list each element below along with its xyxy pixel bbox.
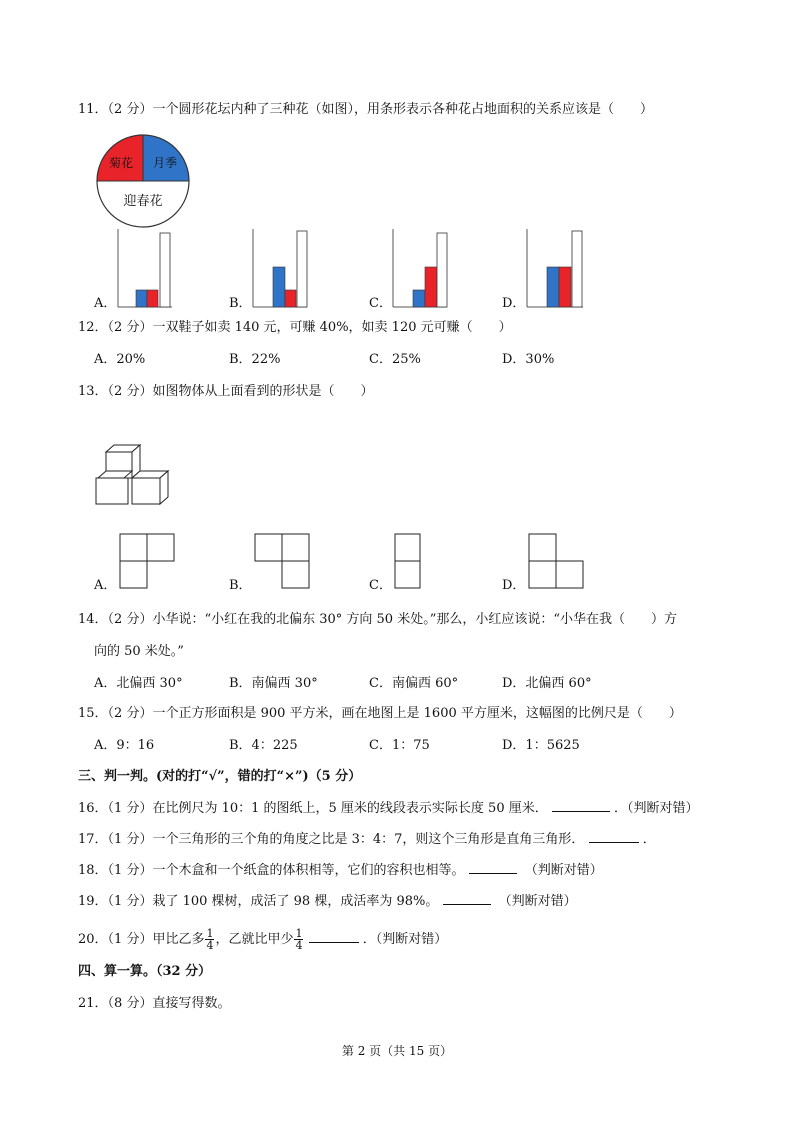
bar-red bbox=[147, 290, 158, 307]
q20-fraction-1: $\frac{1}{4}$ bbox=[206, 927, 214, 952]
q19-text: 19．（1 分）栽了 100 棵树，成活了 98 棵，成活率为 98%。 bbox=[78, 894, 439, 909]
q18-answer-blank[interactable] bbox=[469, 861, 517, 874]
bar-blue bbox=[413, 290, 425, 307]
q14-option-b[interactable]: B．南偏西 30° bbox=[229, 676, 318, 691]
q18-text: 18．（1 分）一个木盒和一个纸盒的体积相等，它们的容积也相等。 bbox=[78, 863, 465, 878]
q13-option-a-label[interactable]: A． bbox=[94, 578, 117, 593]
q14-stem-line2: 向的 50 米处。” bbox=[94, 644, 184, 659]
q15-option-b[interactable]: B．4：225 bbox=[229, 738, 298, 753]
q12-option-d[interactable]: D．30% bbox=[502, 352, 555, 367]
section-4-heading: 四、算一算。（32 分） bbox=[78, 964, 212, 979]
q16 bbox=[78, 799, 699, 818]
q14-option-c[interactable]: C．南偏西 60° bbox=[369, 676, 459, 691]
q15-option-d[interactable]: D．1：5625 bbox=[502, 738, 580, 753]
bar-white bbox=[572, 231, 582, 307]
pie-label-yueji: 月季 bbox=[152, 156, 178, 170]
q14-stem-line1: 14．（2 分）小华说：“小红在我的北偏东 30° 方向 50 米处。”那么，小红应该说：“小华在我（ ）方 bbox=[78, 612, 677, 627]
bar-white bbox=[437, 233, 447, 307]
q11-option-c-label[interactable]: C． bbox=[369, 296, 392, 311]
q15-option-c[interactable]: C．1：75 bbox=[369, 738, 430, 753]
q20-text-mid: ，乙就比甲少 bbox=[215, 932, 294, 947]
q21-stem: 21．（8 分）直接写得数。 bbox=[78, 996, 231, 1011]
bar-red bbox=[559, 267, 571, 307]
q12-option-c[interactable]: C．25% bbox=[369, 352, 421, 367]
pie-label-juhua: 菊花 bbox=[108, 156, 134, 170]
q16-text: 16．（1 分）在比例尺为 10：1 的图纸上，5 厘米的线段表示实际长度 50 厘米． bbox=[78, 801, 548, 816]
q14-option-a[interactable]: A．北偏西 30° bbox=[94, 676, 183, 691]
q13-option-d-shape[interactable] bbox=[528, 533, 588, 593]
q19-answer-blank[interactable] bbox=[443, 892, 491, 905]
q15-option-a[interactable]: A．9：16 bbox=[94, 738, 155, 753]
q16-suffix: ．（判断对错） bbox=[614, 801, 699, 816]
q17 bbox=[78, 830, 656, 849]
q20-answer-blank[interactable] bbox=[309, 930, 359, 943]
q13-option-c-shape[interactable] bbox=[394, 533, 434, 593]
bar-blue bbox=[136, 290, 147, 307]
q13-option-b-shape[interactable] bbox=[254, 533, 314, 593]
q16-answer-blank[interactable] bbox=[552, 799, 610, 812]
q11-option-d-chart[interactable] bbox=[525, 229, 585, 309]
q13-stem: 13．（2 分）如图物体从上面看到的形状是（ ） bbox=[78, 384, 374, 399]
q11-option-b-label[interactable]: B． bbox=[229, 296, 252, 311]
q11-option-a-label[interactable]: A． bbox=[94, 296, 117, 311]
bar-blue bbox=[547, 267, 559, 307]
q19 bbox=[78, 892, 577, 911]
q11-option-c-chart[interactable] bbox=[391, 229, 451, 309]
q12-stem: 12．（2 分）一双鞋子如卖 140 元，可赚 40%，如卖 120 元可赚（ ） bbox=[78, 320, 512, 335]
q18 bbox=[78, 861, 603, 880]
q13-option-a-shape[interactable] bbox=[119, 533, 179, 593]
bar-red bbox=[425, 267, 437, 307]
pie-label-yingchunhua: 迎春花 bbox=[123, 194, 163, 209]
q20 bbox=[78, 926, 447, 954]
q17-suffix: ． bbox=[642, 832, 656, 847]
q11-option-d-label[interactable]: D． bbox=[502, 296, 526, 311]
q20-text: 20．（1 分）甲比乙多 bbox=[78, 932, 205, 947]
bar-red bbox=[285, 290, 296, 307]
q19-suffix: （判断对错） bbox=[498, 894, 577, 909]
q20-suffix: ．（判断对错） bbox=[362, 932, 448, 947]
q17-text: 17．（1 分）一个三角形的三个角的角度之比是 3：4：7，则这个三角形是直角三角形． bbox=[78, 832, 585, 847]
q12-option-b[interactable]: B．22% bbox=[229, 352, 281, 367]
q15-stem: 15．（2 分）一个正方形面积是 900 平方米，画在地图上是 1600 平方厘米，这幅图的比例尺是（ ） bbox=[78, 706, 682, 721]
q11-option-b-chart[interactable] bbox=[251, 229, 311, 309]
q13-option-c-label[interactable]: C． bbox=[369, 578, 392, 593]
q11-stem: 11．（2 分）一个圆形花坛内种了三种花（如图），用条形表示各种花占地面积的关系应该是（ ） bbox=[78, 102, 653, 117]
q18-suffix: （判断对错） bbox=[524, 863, 603, 878]
q20-fraction-2: $\frac{1}{4}$ bbox=[295, 927, 303, 952]
q17-answer-blank[interactable] bbox=[589, 830, 639, 843]
pie-figure bbox=[95, 133, 191, 229]
bar-white bbox=[160, 233, 170, 307]
cube-figure bbox=[94, 444, 174, 514]
bar-blue bbox=[273, 267, 285, 307]
q14-option-d[interactable]: D．北偏西 60° bbox=[502, 676, 592, 691]
q11-option-a-chart[interactable] bbox=[116, 229, 176, 309]
page-footer: 第 2 页（共 15 页） bbox=[341, 1044, 453, 1058]
q12-option-a[interactable]: A．20% bbox=[94, 352, 146, 367]
section-3-heading: 三、判一判。(对的打“√”，错的打“×”)（5 分） bbox=[78, 769, 362, 784]
q13-option-b-label[interactable]: B． bbox=[229, 578, 252, 593]
bar-white bbox=[297, 231, 307, 307]
q13-option-d-label[interactable]: D． bbox=[502, 578, 526, 593]
